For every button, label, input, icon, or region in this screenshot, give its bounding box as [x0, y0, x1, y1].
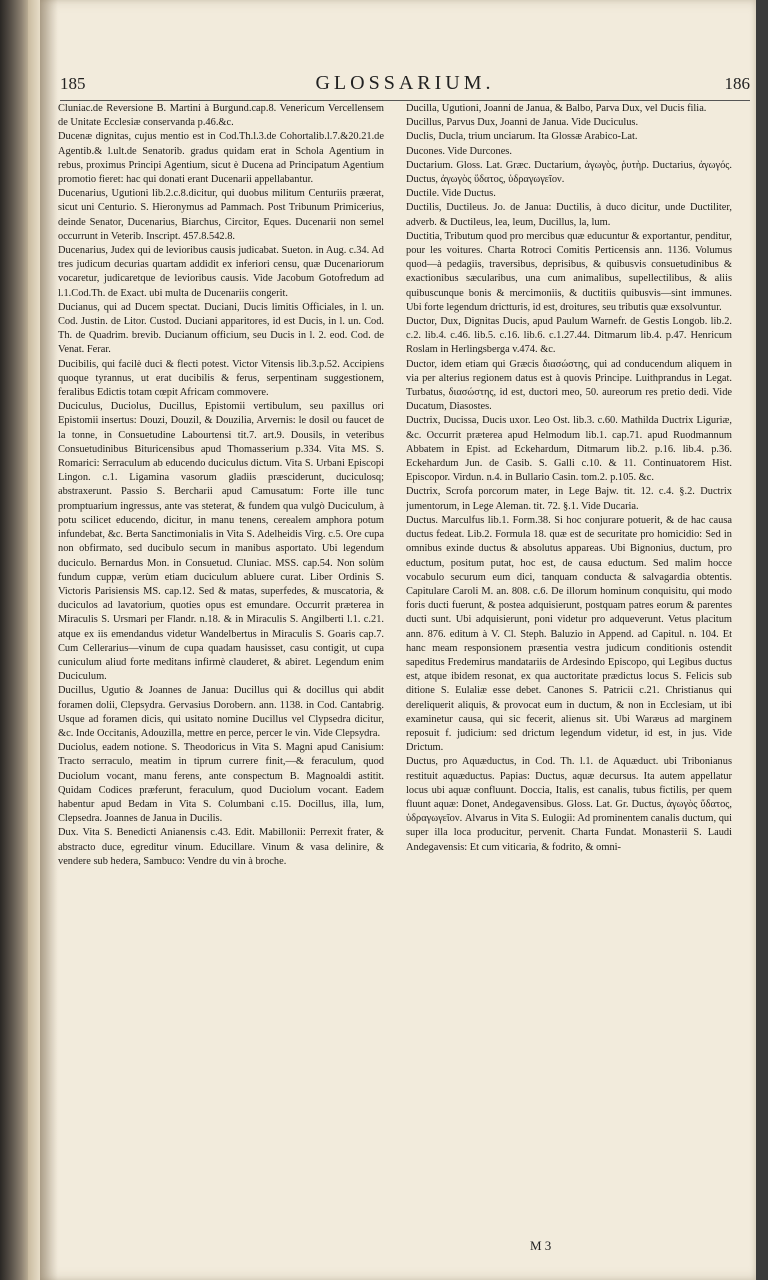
glossary-entry: Ductilis, Ductileus. Jo. de Janua: Ductilis, à duco dicitur, unde Ductiliter, adverb. & Ductileus, lea, leum, Ducillus, la, lum.	[406, 202, 732, 228]
left-page-number: 185	[60, 74, 86, 93]
glossary-entry: Cluniac.de Reversione B. Martini à Burgund.cap.8. Venericum Vercellensem de Unitate Ecclesiæ conservanda p.46.&c.	[58, 103, 384, 129]
gutter-shadow	[40, 0, 58, 1280]
glossary-entry: Ducenæ dignitas, cujus mentio est in Cod.Th.l.3.de Cohortalib.l.7.&20.21.de Agentib.& l.ult.de Senatorib. gradus quidam erat in Schola Agentium in rebus, proximus Principi Agentium, sicut è Ducena ad Principatum Agentium promotio fieret: hac qui donati erant Ducenarii appellabantur.	[58, 131, 384, 186]
glossary-entry: Ductarium. Gloss. Lat. Græc. Ductarium, ἀγωγὸς, ῥυτὴρ. Ductarius, ἀγωγός. Ductus, ἀγωγὸς ὕδατος, ὑδραγωγεῖον.	[406, 159, 732, 186]
glossary-entry: Ductus, pro Aquæductus, in Cod. Th. l.1. de Aquæduct. ubi Tribonianus restituit aquæductus. Papias: Ductus, aquæ decursus. Ita autem appellatur locus ubi aquæ confluunt. Doccia, Italis, est canalis, tubus fictilis, per quem fluunt aquæ: Donet, Andegavensibus. Gloss. Lat. Gr. Ductus, ἀγωγὸς ὕδατος, ὑδραγωγεῖον. Alvarus in Vita S. Eulogii: Ad prominentem canalis ductum, qui super illa loca producitur, pervenit. Charta Fundat. Monasterii S. Laudi Andegavensis: Et cum viticaria, & fodrito, & omni-	[406, 756, 732, 853]
left-text-column	[58, 102, 384, 1252]
book-spine	[0, 0, 28, 1280]
glossary-entry: Ducillus, Parvus Dux, Joanni de Janua. Vide Duciculus.	[406, 117, 639, 129]
glossary-entry: Ductrix, Scrofa porcorum mater, in Lege Bajw. tit. 12. c.4. §.2. Ductrix jumentorum, in Lege Aleman. tit. 72. §.1. Vide Ducaria.	[406, 486, 732, 512]
page-header	[60, 72, 750, 102]
glossary-entry: Ducillus, Ugutio & Joannes de Janua: Ducillus qui & docillus qui abdit foramen dolii, Clepsydra. Gervasius Dorobern. ann. 1138. in Cod. Cantabrig. Usque ad foramen dicis, qui usitato nomine Ducillus vel Clypsedra dicitur, &c. Inde Occitanis, Adouzilla, mettre en perce, percer le vin. Vide Clepsydra.	[58, 685, 384, 739]
header-rule	[60, 100, 750, 101]
glossary-entry: Ductrix, Ducissa, Ducis uxor. Leo Ost. lib.3. c.60. Mathilda Ductrix Liguriæ, &c. Occurrit præterea apud Helmodum lib.1. cap.71. apud Ruodmannum Abbatem in Epist. ad Eckehardum, Ditmarum lib.2. p.16. lib.4. p.36. Eckehardum Jun. de Casib. S. Galli c.10. & 11. Continuatorem Hist. Episcopor. Virdun. n.4. in Bullario Casin. tom.2. p.105. &c.	[406, 415, 732, 484]
page-title: GLOSSARIUM.	[315, 72, 495, 94]
signature-mark: M 3	[530, 1238, 552, 1253]
glossary-entry: Duclis, Ducla, trium unciarum. Ita Glossæ Arabico-Lat.	[406, 131, 638, 143]
glossary-entry: Ductile. Vide Ductus.	[406, 188, 496, 200]
book-page	[40, 0, 756, 1280]
glossary-entry: Ducones. Vide Durcones.	[406, 145, 512, 157]
glossary-entry: Ductus. Marculfus lib.1. Form.38. Si hoc conjurare potuerit, & de hac causa ductus fedeat. Lib.2. Formula 18. quæ est de securitate pro homicidio: Sed in omnibus exinde ductus & absolutus appareas. Ubi Bignonius, ductum, pro eductum, positum putat, hoc est, de causa eductum. Sed malim hocce vocabulo securum eum dici, tanquam conducta & salvagardia obtentis. Capitulare Caroli M. an. 808. c.6. De illorum hominum conquisitu, qui modo foris ducti fuerunt, & postea adquisierunt, postquam patres eorum & parentes ducti sunt. Ubi adquisierunt, poni videtur pro adqueverunt. Vetus placitum ann. 876. editum à V. Cl. Steph. Baluzio in Append. ad Capitul. n. 104. Et hanc meam responsionem præsentia vestra judicum conditionis ostendit sapeditus Fredemirus mandatariis de Ardesindo Episcopo, qui Legibus ductus est, atque ibidem resonat, ex qua auctoritate prædictus locus S. Felicis sub ditione S. Eulaliæ esse debet. Canones S. Patricii c.21. Christianus qui dereliquerit aliquis, & provocat eum in ductum, & non in Ecclesiam, ut ibi examinetur causa, qui sic fecerit, alienus sit. Ubi Waræus ad marginem reposuit f. judicium: sed drictum legendum videtur, id est, in jus. Vide Drictum.	[406, 514, 732, 754]
right-text-column	[406, 102, 732, 1237]
glossary-entry: Ducianus, qui ad Ducem spectat. Duciani, Ducis limitis Officiales, in l. un. Cod. Justin. de Litor. Custod. Duciani apparitores, id est Ducis, in l. un. Cod. Th. de Quadrim. brevib. Ducianum officium, seu Ducis in l. 2. eod. Cod. de Venat. Ferar.	[58, 301, 384, 356]
glossary-entry: Ductor, idem etiam qui Græcis διασώστης, qui ad conducendum aliquem in via per alterius regionem datus est à quovis Principe. Luithprandus in Legat. Turbatus, διασώστης, id est, ductori meo, 50. aureorum res pretio dedi. Vide Ducatum, Diasostes.	[406, 358, 732, 413]
glossary-entry: Duciculus, Duciolus, Ducillus, Epistomii vertibulum, seu paxillus ori Epistomii insertus: Douzi, Douzil, & Douzilia, Arvernis: le dosil ou faucet de la tonne, in Consuetudine Labourtensi tit.7. art.9. Dousils, in veteribus Consuetudinibus Bituricensibus apud Thomasserium p.334. Vita MS. S. Romarici: Serraculum ab educendo duciculus dictum. Vita S. Urbani Episcopi Lingon. c.1. Ligamina vasorum gladiis præsciderunt, duciculosq; abstraxerunt. Passio S. Bercharii apud Camusatum: Forte ille tunc promptuarium ingressus, ante vas steterat, & fundem qua vulgò Duciculum, à potu scilicet educendo, dicitur, in manu tenens, cerealem amphora potum infundebat, &c. Berta Sanctimonialis in Vita S. Adelheidis Virg. c.5. Ore cupa non obfirmato, sed ducibulo secum in manibus asportato. Ubi legendum duciculo. Bernardus Mon. in Consuetud. Cluniac. MSS. cap.54. Non solùm fundum cuppæ, verùm etiam duciculum abluere curat. Liber Ordinis S. Victoris Parisiensis MS. cap.12. Sed & matas, superfedes, & muscatoria, & duciculos ad lavatorium, quoties opus est emundare. Occurrit præterea in Miraculis S. Ursmari per Flandr. n.18. & in Miraculis S. Angilberti l.1. c.21. atque ex iis emendandus videtur Wandelbertus in Miraculis S. Goaris cap.7. Cum Cellerarius—vinum de cupa quadam hausisset, casu contigit, ut cupa cuniculum aliud forte meditans infirmè clauderet, & abiret. Legendum enim Duciculum.	[58, 401, 384, 683]
glossary-entry: Ductitia, Tributum quod pro mercibus quæ educuntur & exportantur, penditur, pour les voitures. Charta Rotroci Comitis Perticensis ann. 1136. Volumus quod—à pedagiis, traversibus, deprisibus, & quibusvis consuetudinibus & exactionibus sæcularibus, una cum animalibus, supellectilibus, & aliis quibuscunque bonis & mercimoniis, & ductitiis quibusvis—sint immunes. Ubi forte legendum drictturis, id est, droitures, seu tributis quæ exsolvuntur.	[406, 230, 732, 313]
glossary-entry: Ducenarius, Judex qui de levioribus causis judicabat. Sueton. in Aug. c.34. Ad tres judicum decurias quartam addidit ex inferiori censu, quæ Ducenariorum vocaretur, judicaretque de levioribus causis. Vide Jacobum Gotofredum ad l.1.Cod.Th. de Exact. ubi multa de Ducenariis congerit.	[58, 245, 384, 299]
right-page-number: 186	[724, 74, 750, 93]
glossary-entry: Dux. Vita S. Benedicti Anianensis c.43. Edit. Mabillonii: Perrexit frater, & abstracto duce, egreditur vinum. Educillare. Vinum & vasa delinire, & vendere sub hedera, Sambuco: Vendre du vin à broche.	[58, 827, 384, 867]
glossary-entry: Ducilla, Ugutioni, Joanni de Janua, & Balbo, Parva Dux, vel Ducis filia.	[406, 103, 707, 114]
glossary-entry: Duciolus, eadem notione. S. Theodoricus in Vita S. Magni apud Canisium: Tracto serraculo, meatim in tiprum currere finit,—& feraculum, quod Duciolum vocant, manu ferens, ante conspectum B. Magnoaldi astitit. Quidam Codices præferunt, feraculum, quod Duciolum vocant. Eadem habentur apud Bedam in Vita S. Columbani c.15. Docillus, illa, lum, Clepsedra. Joannes de Janua in Ducilis.	[58, 742, 384, 825]
glossary-entry: Ducibilis, qui facilè duci & flecti potest. Victor Vitensis lib.3.p.52. Accipiens quoque tyrannus, ut erat ducibilis & ferus, serpentinam suggestionem, feralibus Edictis totam cœpit Africam commovere.	[58, 358, 384, 399]
glossary-entry: Ductor, Dux, Dignitas Ducis, apud Paulum Warnefr. de Gestis Longob. lib.2. c.2. lib.4. c.46. lib.5. c.16. lib.6. c.1.27.44. Ditmarum lib.4. p.47. Henricum Roslam in Herlingsberga v.474. &c.	[406, 316, 732, 356]
glossary-entry: Ducenarius, Ugutioni lib.2.c.8.dicitur, qui duobus militum Centuriis præerat, sicut uni Centurio. S. Hieronymus ad Pammach. Post Tribunum Primicerius, deinde Senator, Ducenarius, Biarchus, Circitor, Eques. Ducenarii non semel occurrunt in Veterib. Inscript. 457.8.542.8.	[58, 188, 384, 242]
